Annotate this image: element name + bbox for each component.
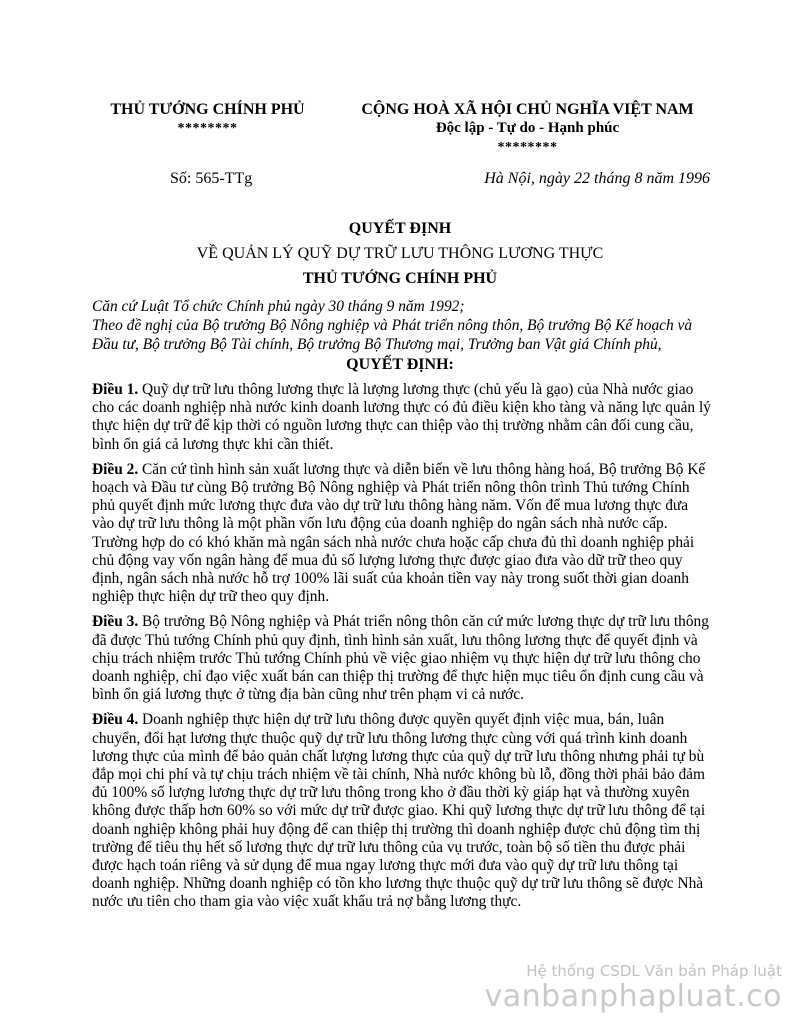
decision-heading: QUYẾT ĐỊNH:: [346, 356, 454, 373]
article-text: Bộ trưởng Bộ Nông nghiệp và Phát triển nông thôn căn cứ mức lương thực dự trữ lưu thông đã được Thủ tướng Chính phủ quy định, tình hình sản xuất, lưu thông lương thực để quyết định và chịu trách nhiệm trước Thủ tướng Chính phủ về việc giao nhiệm vụ thực hiện dự trữ lưu thông cho doanh nghiệp, chỉ đạo việc xuất bán can thiệp thị trường để thực hiện mục tiêu ổn định cung cầu và bình ổn giá lương thực ở từng địa bàn cũng như trên phạm vi cả nước.: [92, 613, 709, 704]
watermark-site: vanbanphapluat.co: [484, 979, 782, 1014]
article-label: Điều 4.: [92, 711, 139, 729]
article-text: Quỹ dự trữ lưu thông lương thực là lượng lương thực (chủ yếu là gạo) của Nhà nước giao cho các doanh nghiệp nhà nước kinh doanh lương thực có đủ điều kiện kho tàng và năng lực quản lý thực hiện dự trữ để kịp thời có nguồn lương thực can thiệp vào thị trường nhằm cân đối cung cầu, bình ổn giá cả lương thực khi cần thiết.: [92, 381, 711, 453]
place-and-date: Hà Nội, ngày 22 tháng 8 năm 1996: [484, 170, 710, 187]
document-type-title: QUYẾT ĐỊNH: [348, 220, 452, 237]
article-label: Điều 2.: [92, 460, 139, 478]
document-number: Số: 565-TTg: [170, 170, 253, 187]
preamble-proposal: Theo đề nghị của Bộ trưởng Bộ Nông nghiệp và Phát triển nông thôn, Bộ trưởng Bộ Kế hoạch và Đầu tư, Bộ trưởng Bộ Tài chính, Bộ trưởng Bộ Thương mại, Trưởng ban Vật giá Chính phủ,: [92, 317, 693, 353]
national-motto: Độc lập - Tự do - Hạnh phúc: [435, 120, 620, 136]
article-3: [92, 613, 712, 704]
national-header-block: [345, 100, 710, 157]
article-4: [92, 711, 712, 911]
document-subject: VỀ QUẢN LÝ QUỸ DỰ TRỮ LƯU THÔNG LƯƠNG THỰC: [196, 245, 604, 262]
issuing-authority: THỦ TƯỚNG CHÍNH PHỦ: [110, 101, 305, 118]
document-issuer: THỦ TƯỚNG CHÍNH PHỦ: [302, 270, 498, 287]
watermark-caption: Hệ thống CSDL Văn bản Pháp luật: [526, 962, 782, 980]
article-label: Điều 3.: [92, 613, 139, 631]
issuing-authority-block: [100, 100, 315, 138]
article-label: Điều 1.: [92, 381, 139, 398]
preamble: [92, 297, 712, 354]
articles-body: [92, 381, 712, 919]
nation-name: CỘNG HOÀ XÃ HỘI CHỦ NGHĨA VIỆT NAM: [361, 101, 694, 118]
article-1: [92, 381, 712, 454]
article-text: Doanh nghiệp thực hiện dự trữ lưu thông được quyền quyết định việc mua, bán, luân chuyển, đổi hạt lương thực thuộc quỹ dự trữ lưu thông lương thực cùng với quá trình kinh doanh lương thực của mình để bảo quản chất lượng lương thực của quỹ dự trữ lưu thông nhưng phải tự bù đắp mọi chi phí và tự chịu trách nhiệm về tài chính, Nhà nước không bù lỗ, đồng thời phải bảo đảm đủ 100% số lượng lương thực dự trữ lưu thông trong kho ở đầu thời kỳ giáp hạt và thường xuyên không được thấp hơn 60% so với mức dự trữ được giao. Khi quỹ lương thực dự trữ lưu thông để tại doanh nghiệp không phải huy động để can thiệp thị trường thì doanh nghiệp được chủ động tìm thị trường để tiêu thụ hết số lương thực dự trữ lưu thông của vụ trước, toàn bộ số tiền thu được phải được hạch toán riêng và sử dụng để mua ngay lương thực mới đưa vào quỹ dự trữ lưu thông tại doanh nghiệp. Những doanh nghiệp có tồn kho lương thực thuộc quỹ dự trữ lưu thông sẽ được Nhà nước ưu tiên cho tham gia vào việc xuất khẩu trả nợ bằng lương thực.: [92, 711, 706, 911]
authority-separator: ********: [177, 121, 238, 136]
article-2: [92, 461, 712, 607]
article-text: Căn cứ tình hình sản xuất lương thực và diễn biến về lưu thông hàng hoá, Bộ trưởng Bộ Kế hoạch và Đầu tư cùng Bộ trưởng Bộ Nông nghiệp và Phát triển nông thôn trình Thủ tướng Chính phủ quyết định mức lương thực đưa vào dự trữ lưu thông hàng năm. Vốn để mua lương thực đưa vào dự trữ lưu thông là một phần vốn lưu động của doanh nghiệp do ngân sách nhà nước cấp. Trường hợp do có khó khăn mà ngân sách nhà nước chưa hoặc cấp chưa đủ thì doanh nghiệp phải chủ động vay vốn ngân hàng để mua đủ số lượng lương thực được giao đưa vào dữ trữ theo quy định, ngân sách nhà nước hỗ trợ 100% lãi suất của khoản tiền vay này trong suốt thời gian doanh nghiệp thực hiện dự trữ theo quy định.: [92, 460, 706, 606]
nation-separator: ********: [497, 140, 558, 155]
preamble-legal-basis: Căn cứ Luật Tổ chức Chính phủ ngày 30 tháng 9 năm 1992;: [92, 298, 465, 315]
